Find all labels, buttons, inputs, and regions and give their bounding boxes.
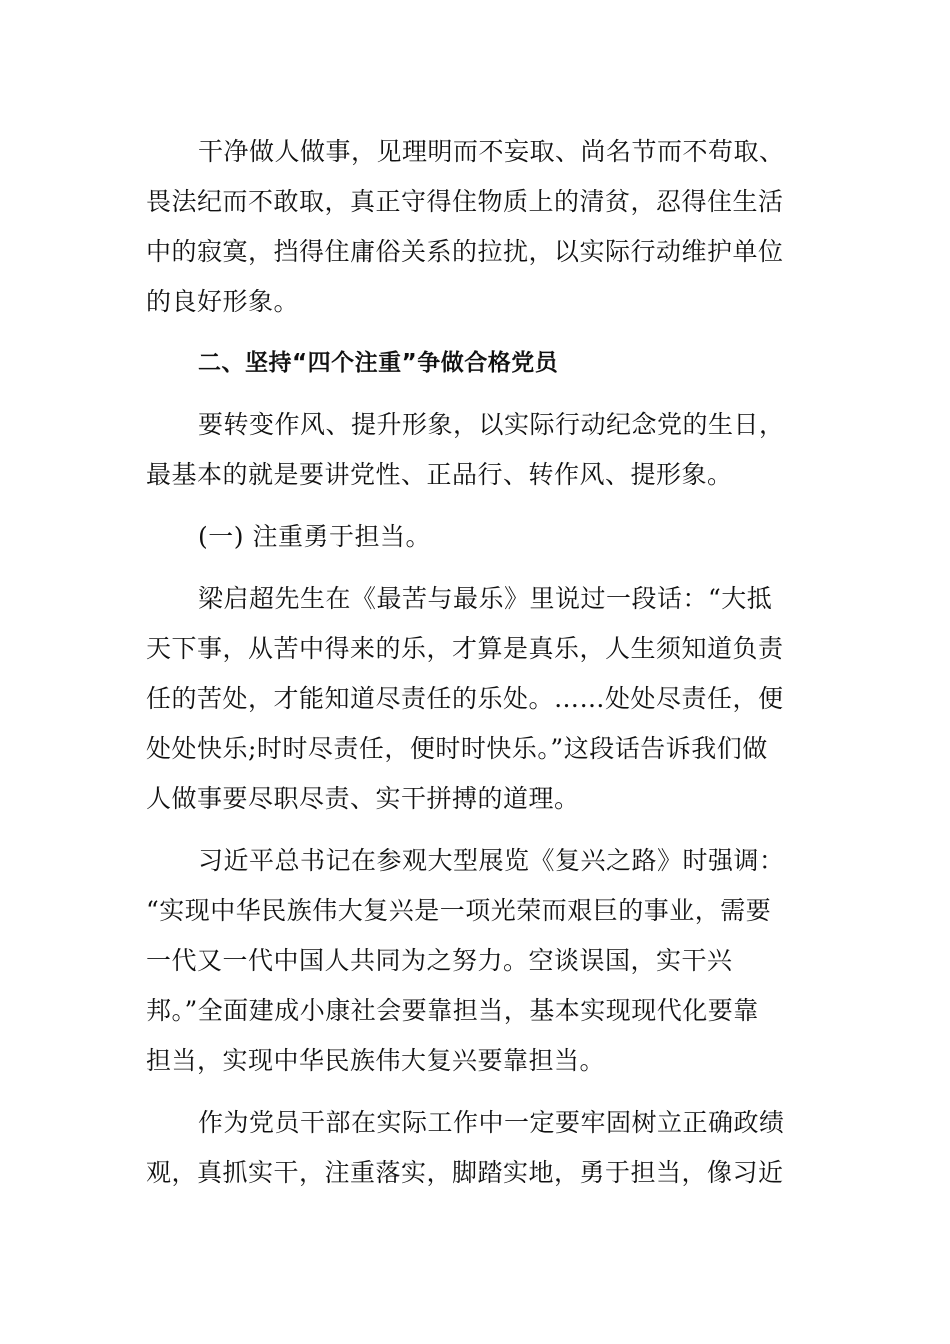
paragraph-2-line-1: 要转变作风、提升形象，以实际行动纪念党的生日， [198, 410, 785, 439]
subheading: (一) 注重勇于担当。 [198, 522, 431, 551]
paragraph-1-line-1: 干净做人做事，见理明而不妄取、尚名节而不苟取、 [198, 137, 785, 166]
paragraph-4-line-1: 习近平总书记在参观大型展览《复兴之路》时强调： [198, 846, 785, 875]
paragraph-3-line-1: 梁启超先生在《最苦与最乐》里说过一段话：“大抵 [198, 584, 773, 613]
paragraph-4-line-2: “实现中华民族伟大复兴是一项光荣而艰巨的事业，需要 [146, 896, 772, 925]
paragraph-4-line-3: 一代又一代中国人共同为之努力。空谈误国，实干兴 [146, 946, 733, 975]
paragraph-1-line-2: 畏法纪而不敢取，真正守得住物质上的清贫，忍得住生活 [146, 187, 784, 216]
paragraph-3-line-4: 处处快乐;时时尽责任，便时时快乐。”这段话告诉我们做 [146, 734, 768, 763]
paragraph-4-line-5: 担当，实现中华民族伟大复兴要靠担当。 [146, 1046, 606, 1075]
paragraph-5-line-1: 作为党员干部在实际工作中一定要牢固树立正确政绩 [198, 1108, 785, 1137]
paragraph-3-line-2: 天下事，从苦中得来的乐，才算是真乐，人生须知道负责 [146, 634, 784, 663]
section-heading: 二、坚持“四个注重”争做合格党员 [198, 350, 559, 376]
paragraph-5-line-2: 观，真抓实干，注重落实，脚踏实地，勇于担当，像习近 [146, 1158, 784, 1187]
paragraph-4-line-4: 邦。”全面建成小康社会要靠担当，基本实现现代化要靠 [146, 996, 759, 1025]
paragraph-2-line-2: 最基本的就是要讲党性、正品行、转作风、提形象。 [146, 460, 733, 489]
paragraph-1-line-4: 的良好形象。 [146, 287, 300, 316]
paragraph-1-line-3: 中的寂寞，挡得住庸俗关系的拉扰，以实际行动维护单位 [146, 237, 784, 266]
paragraph-3-line-3: 任的苦处，才能知道尽责任的乐处。……处处尽责任，便 [146, 684, 784, 713]
paragraph-3-line-5: 人做事要尽职尽责、实干拼搏的道理。 [146, 784, 580, 813]
